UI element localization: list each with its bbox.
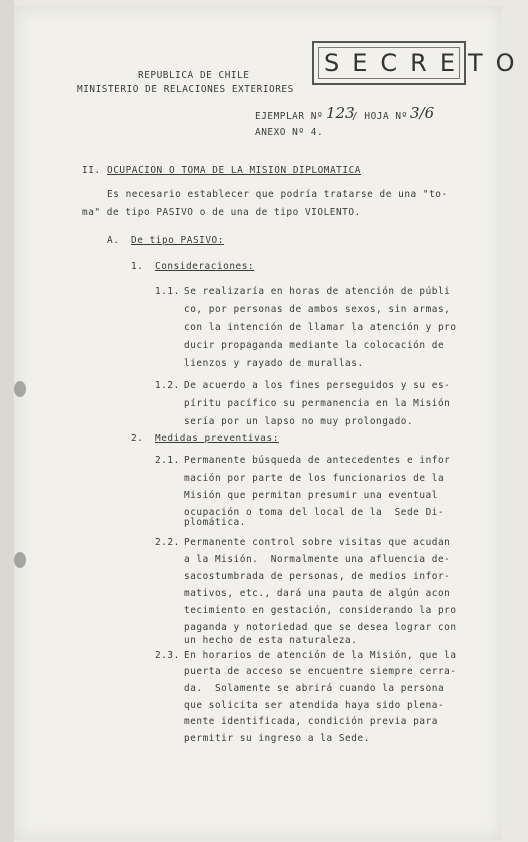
paragraph-line: lienzos y rayado de murallas. <box>184 358 364 369</box>
paragraph-line: sacostumbrada de personas, de medios infor- <box>184 571 451 582</box>
copy-prefix: EJEMPLAR Nº <box>255 111 324 122</box>
paragraph-line: mación por parte de los funcionarios de la <box>184 473 445 484</box>
paragraph-number: 2.1. <box>155 455 180 466</box>
item-title: Medidas preventivas: <box>155 433 279 444</box>
section-intro-line: Es necesario establecer que podría tratarse de una "to- <box>107 189 448 200</box>
scan-edge <box>0 0 14 842</box>
paragraph-line: Misión que permitan presumir una eventual <box>184 490 438 501</box>
punch-hole <box>14 552 26 568</box>
paragraph-number: 1.2. <box>155 380 180 391</box>
paragraph-line: da. Solamente se abrirá cuando la persona <box>184 683 445 694</box>
paragraph-line: mativos, etc., dará una pauta de algún acon <box>184 588 451 599</box>
annex-label: ANEXO Nº 4. <box>255 127 324 138</box>
paragraph-line: píritu pacífico su permanencia en la Misión <box>184 398 451 409</box>
subsection-title: De tipo PASIVO: <box>131 235 224 246</box>
section-intro-line: ma" de tipo PASIVO o de una de tipo VIOLENTO. <box>82 207 361 218</box>
copy-number: 123 <box>326 104 355 122</box>
paragraph-line: De acuerdo a los fines perseguidos y su es- <box>184 380 451 391</box>
secret-stamp <box>312 41 528 85</box>
paragraph-line: Permanente control sobre visitas que acudan <box>184 537 451 548</box>
paragraph-number: 2.3. <box>155 650 180 661</box>
paragraph-line: un hecho de esta naturaleza. <box>184 635 358 646</box>
stamp-inner-border <box>318 47 460 79</box>
paragraph-line: sería por un lapso no muy prolongado. <box>184 416 414 427</box>
paragraph-line: En horarios de atención de la Misión, que la <box>184 650 457 661</box>
paragraph-line: ocupación o toma del local de la Sede Di- <box>184 507 445 518</box>
subsection-letter: A. <box>107 235 120 246</box>
paragraph-line: puerta de acceso se encuentre siempre cerra- <box>184 666 457 677</box>
punch-hole <box>14 381 26 397</box>
paragraph-line: Permanente búsqueda de antecedentes e infor <box>184 455 451 466</box>
item-title: Consideraciones: <box>155 261 255 272</box>
item-number: 2. <box>131 433 144 444</box>
paragraph-line: ducir propaganda mediante la colocación de <box>184 340 445 351</box>
stamp-text: SECRETO <box>324 49 528 77</box>
paragraph-line: permitir su ingreso a la Sede. <box>184 733 370 744</box>
paragraph-line: con la intención de llamar la atención y pro <box>184 322 457 333</box>
sheet-prefix: / HOJA Nº <box>352 111 408 122</box>
paragraph-line: Se realizaría en horas de atención de públi <box>184 286 451 297</box>
paragraph-line: paganda y notoriedad que se desea lograr con <box>184 622 457 633</box>
paragraph-line: plomática. <box>184 517 246 528</box>
paragraph-number: 2.2. <box>155 537 180 548</box>
paragraph-line: tecimiento en gestación, considerando la pro <box>184 605 457 616</box>
letterhead-ministry: MINISTERIO DE RELACIONES EXTERIORES <box>77 84 294 95</box>
paragraph-line: mente identificada, condición previa para <box>184 716 438 727</box>
section-title: OCUPACION O TOMA DE LA MISION DIPLOMATICA <box>107 165 361 176</box>
paragraph-line: a la Misión. Normalmente una afluencia de- <box>184 554 451 565</box>
paragraph-line: co, por personas de ambos sexos, sin armas, <box>184 304 451 315</box>
section-number: II. <box>82 165 101 176</box>
item-number: 1. <box>131 261 144 272</box>
sheet-number: 3/6 <box>410 104 435 122</box>
paragraph-line: que solicita ser atendida haya sido plena- <box>184 700 445 711</box>
paragraph-number: 1.1. <box>155 286 180 297</box>
letterhead-republic: REPUBLICA DE CHILE <box>138 70 250 81</box>
